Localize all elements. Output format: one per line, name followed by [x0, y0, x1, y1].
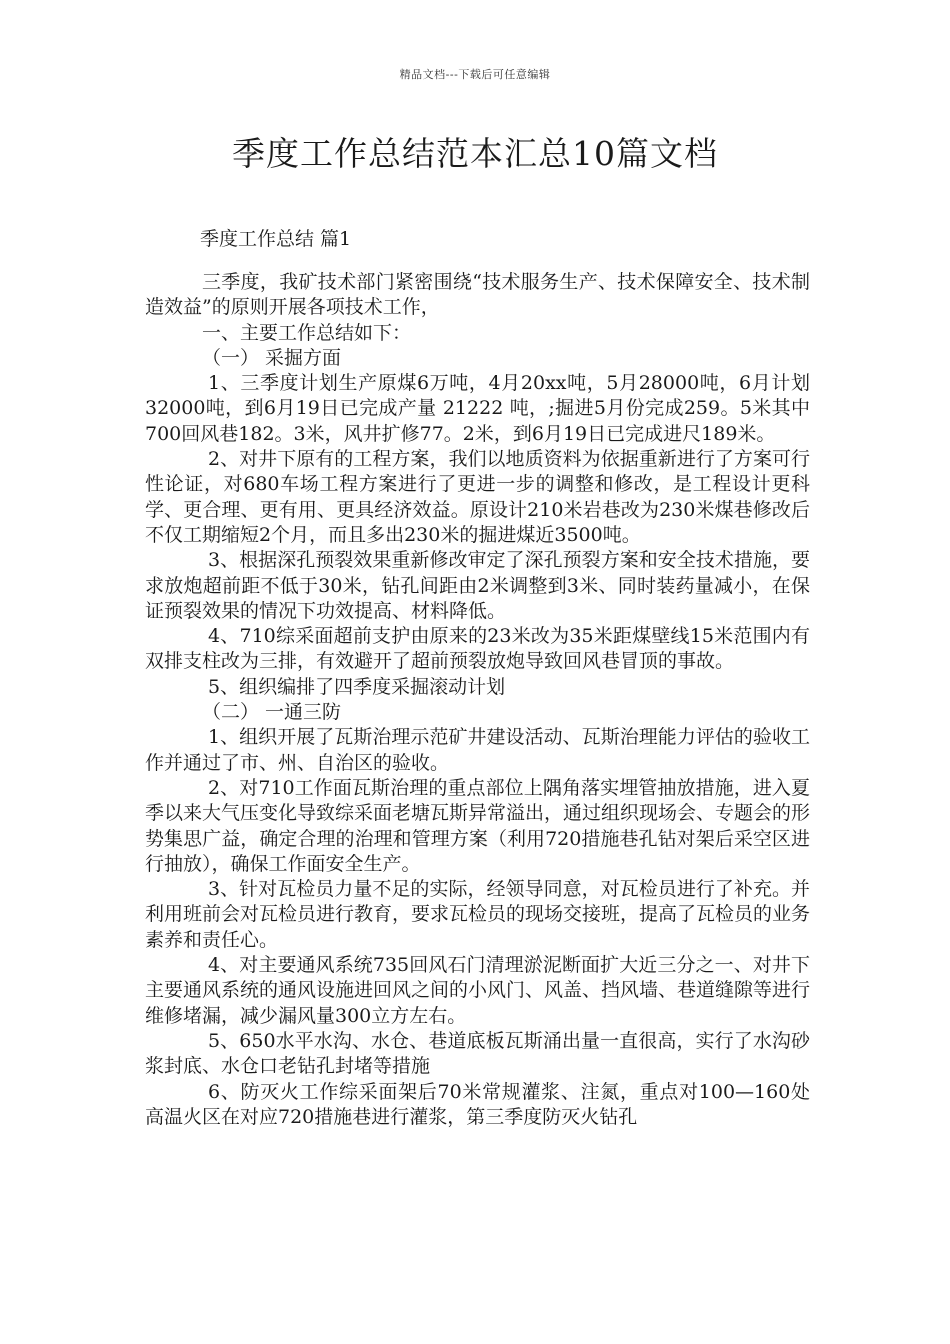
- paragraph-ventilation-item-2: 2、对710工作面瓦斯治理的重点部位上隅角落实埋管抽放措施，进入夏季以来大气压变化导致综采面老塘瓦斯异常溢出，通过组织现场会、专题会的形势集思广益，确定合理的治理和管理方案（利用720措施巷孔钻对架后采空区进行抽放），确保工作面安全生产。: [145, 776, 811, 875]
- paragraph-ventilation-item-3: 3、针对瓦检员力量不足的实际，经领导同意，对瓦检员进行了补充。并利用班前会对瓦检员进行教育，要求瓦检员的现场交接班，提高了瓦检员的业务素养和责任心。: [145, 878, 811, 951]
- section-title: 季度工作总结 篇1: [200, 228, 352, 250]
- paragraph-ventilation-item-4: 4、对主要通风系统735回风石门清理淤泥断面扩大近三分之一、对井下主要通风系统的通风设施进回风之间的小风门、风盖、挡风墙、巷道缝隙等进行维修堵漏，减少漏风量300立方左右。: [145, 954, 811, 1027]
- paragraph-intro: 三季度，我矿技术部门紧密围绕“技术服务生产、技术保障安全、技术制造效益”的原则开展各项技术工作，: [145, 271, 810, 319]
- paragraph-ventilation-item-1: 1、组织开展了瓦斯治理示范矿井建设活动、瓦斯治理能力评估的验收工作并通过了市、州、自治区的验收。: [145, 726, 810, 774]
- paragraph-subheading-ventilation: （二） 一通三防: [202, 701, 342, 724]
- paragraph-ventilation-item-6: 6、防灭火工作综采面架后70米常规灌浆、注氮，重点对100—160处高温火区在对应720措施巷进行灌浆，第三季度防灭火钻孔: [145, 1080, 810, 1128]
- paragraph-mining-item-5: 5、组织编排了四季度采掘滚动计划: [208, 675, 506, 698]
- paragraph-mining-item-3: 3、根据深孔预裂效果重新修改审定了深孔预裂方案和安全技术措施，要求放炮超前距不低于30米，钻孔间距由2米调整到3米、同时装药量减小，在保证预裂效果的情况下功效提高、材料降低。: [145, 549, 810, 622]
- paragraph-mining-item-4: 4、710综采面超前支护由原来的23米改为35米距煤壁线15米范围内有双排支柱改为三排，有效避开了超前预裂放炮导致回风巷冒顶的事故。: [145, 625, 810, 673]
- paragraph-mining-item-1: 1、三季度计划生产原煤6万吨，4月20xx吨，5月28000吨，6月计划32000吨，到6月19日已完成产量 21222 吨，;掘进5月份完成259。5米其中700回风巷182。3米，风井扩修77。2米，到6月19日已完成进尺189米。: [145, 372, 810, 445]
- paragraph-heading-main-work: 一、主要工作总结如下：: [202, 321, 412, 344]
- page-header-note: 精品文档---下载后可任意编辑: [399, 68, 551, 81]
- paragraph-subheading-mining: （一） 采掘方面: [202, 346, 342, 369]
- paragraph-ventilation-item-5: 5、650水平水沟、水仓、巷道底板瓦斯涌出量一直很高，实行了水沟砂浆封底、水仓口老钻孔封堵等措施: [145, 1029, 810, 1078]
- paragraph-mining-item-2: 2、对井下原有的工程方案，我们以地质资料为依据重新进行了方案可行性论证，对680车场工程方案进行了更进一步的调整和修改，是工程设计更科学、更合理、更有用、更具经济效益。原设计210米岩巷改为230米煤巷修改后不仅工期缩短2个月，而且多出230米的掘进煤近3500吨。: [145, 448, 810, 546]
- document-body: [145, 270, 810, 1130]
- document-title: 季度工作总结范本汇总10篇文档: [232, 134, 718, 173]
